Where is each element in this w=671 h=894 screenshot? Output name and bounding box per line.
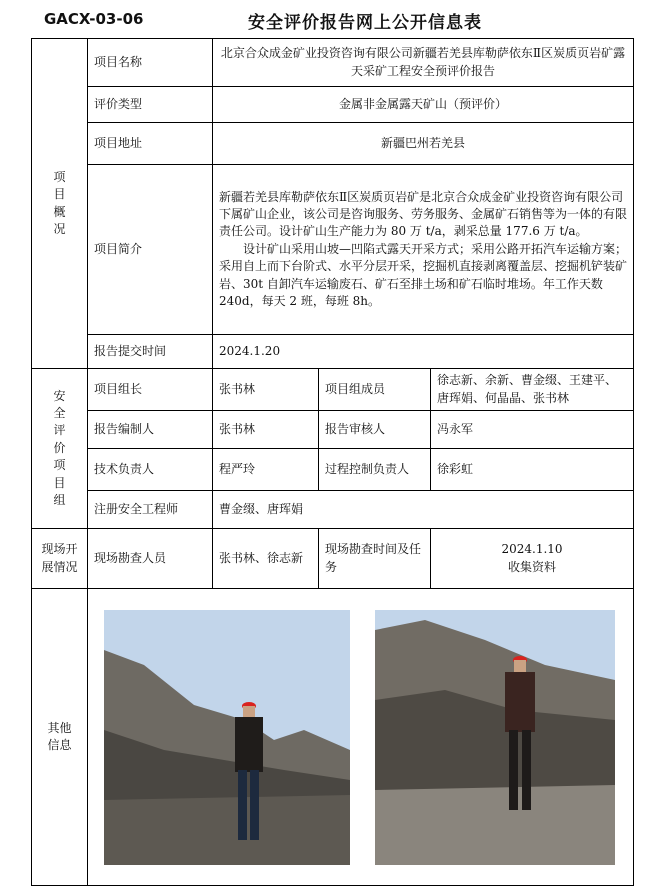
- evaluation-type-label: 评价类型: [88, 87, 213, 123]
- site-survey-time-label: 现场勘查时间及任务: [319, 529, 431, 589]
- safety-engineer-label: 注册安全工程师: [88, 491, 213, 529]
- safety-engineer-value: 曹金缀、唐珲娟: [213, 491, 634, 529]
- team-leader-value: 张书林: [213, 369, 319, 411]
- section-evaluation-team: 安 全 评 价 项 目 组: [32, 369, 88, 529]
- report-author-label: 报告编制人: [88, 411, 213, 449]
- site-survey-date: 2024.1.10: [501, 542, 563, 557]
- site-photo-2: [375, 610, 615, 865]
- tech-lead-value: 程严玲: [213, 449, 319, 491]
- project-intro-value: [213, 165, 634, 335]
- site-photos: [88, 589, 634, 886]
- project-address-value: 新疆巴州若羌县: [213, 123, 634, 165]
- site-survey-staff-value: 张书林、徐志新: [213, 529, 319, 589]
- team-members-value: 徐志新、余新、曹金缀、王建平、唐珲娟、何晶晶、张书林: [431, 369, 634, 411]
- process-control-label: 过程控制负责人: [319, 449, 431, 491]
- site-survey-staff-label: 现场勘查人员: [88, 529, 213, 589]
- submit-time-label: 报告提交时间: [88, 335, 213, 369]
- document-code: GACX-03-06: [44, 10, 144, 28]
- site-photo-1: [104, 610, 350, 865]
- project-intro-label: 项目简介: [88, 165, 213, 335]
- report-reviewer-value: 冯永军: [431, 411, 634, 449]
- tech-lead-label: 技术负责人: [88, 449, 213, 491]
- team-members-label: 项目组成员: [319, 369, 431, 411]
- report-reviewer-label: 报告审核人: [319, 411, 431, 449]
- report-author-value: 张书林: [213, 411, 319, 449]
- info-table: [31, 38, 634, 886]
- section-other-info: 其他 信息: [32, 589, 88, 886]
- evaluation-type-value: 金属非金属露天矿山（预评价）: [213, 87, 634, 123]
- process-control-value: 徐彩虹: [431, 449, 634, 491]
- submit-time-value: 2024.1.20: [213, 335, 634, 369]
- project-name-value: 北京合众成金矿业投资咨询有限公司新疆若羌县库勒萨依东Ⅱ区炭质页岩矿露天采矿工程安全预评价报告: [213, 39, 634, 87]
- section-project-overview: 项 目 概 况: [32, 39, 88, 369]
- document-title: 安全评价报告网上公开信息表: [248, 13, 482, 33]
- site-survey-time-value: [431, 529, 634, 589]
- project-name-label: 项目名称: [88, 39, 213, 87]
- project-address-label: 项目地址: [88, 123, 213, 165]
- team-leader-label: 项目组长: [88, 369, 213, 411]
- site-survey-task: 收集资料: [508, 559, 557, 574]
- project-intro-paragraph-1: 新疆若羌县库勒萨依东Ⅱ区炭质页岩矿是北京合众成金矿业投资咨询有限公司下属矿山企业，该公司是咨询服务、劳务服务、金属矿石销售等为一体的有限责任公司。设计矿山生产能力为 80 万 t/a，剥采总量 177.6 万 t/a。: [219, 189, 628, 239]
- section-site-work: 现场开 展情况: [32, 529, 88, 589]
- project-intro-paragraph-2: 设计矿山采用山坡—凹陷式露天开采方式；采用公路开拓汽车运输方案；采用自上而下台阶式、水平分层开采，挖掘机直接剥离覆盖层、挖掘机铲装矿岩、30t 自卸汽车运输废石、矿石至排土场和矿石临时堆场。年工作天数 240d，每天 2 班，每班 8h。: [219, 241, 628, 308]
